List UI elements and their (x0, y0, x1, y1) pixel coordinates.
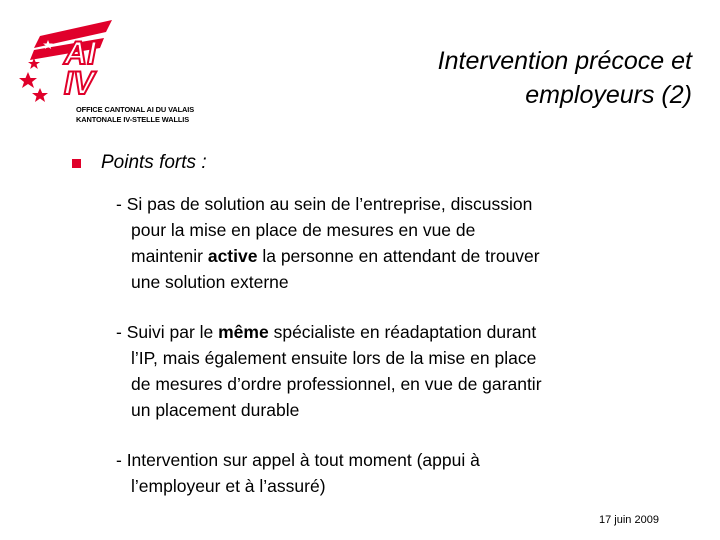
paragraph-line: l’IP, mais également ensuite lors de la mise en place (131, 348, 537, 368)
logo-line-2: KANTONALE IV-STELLE WALLIS (76, 115, 190, 124)
star-icon (19, 72, 37, 88)
line-text: - Suivi par le (116, 322, 219, 342)
paragraph-2 (116, 319, 676, 423)
paragraph-1 (116, 191, 676, 295)
paragraph-line: une solution externe (131, 272, 289, 292)
paragraph-line (116, 243, 676, 269)
line-text: la personne en attendant de trouver (257, 246, 540, 266)
paragraph-line: - Intervention sur appel à tout moment (appui à (116, 450, 480, 470)
paragraph-line: l’employeur et à l’assuré) (131, 476, 326, 496)
paragraph-line: un placement durable (131, 400, 300, 420)
paragraph-line: pour la mise en place de mesures en vue de (131, 220, 476, 240)
star-icon (32, 88, 48, 102)
section-heading (72, 152, 207, 174)
logo-line-1: OFFICE CANTONAL AI DU VALAIS (76, 105, 195, 114)
line-text: maintenir (131, 246, 208, 266)
emphasis-text: active (207, 246, 258, 266)
line-text: spécialiste en réadaptation durant (268, 322, 537, 342)
paragraph-line: - Si pas de solution au sein de l’entreprise, discussion (116, 194, 533, 214)
paragraph-line (116, 319, 676, 345)
paragraph-3 (116, 447, 676, 499)
svg-text:AI: AI (64, 35, 96, 71)
title-line-2: employeurs (2) (525, 81, 692, 109)
emphasis-text: même (218, 322, 269, 342)
footer-date: 17 juin 2009 (599, 514, 659, 526)
paragraph-line: de mesures d’ordre professionnel, en vue de garantir (131, 374, 542, 394)
star-icon (28, 58, 40, 69)
logo-caption (76, 105, 216, 125)
ai-valais-logo (14, 14, 204, 124)
square-bullet-icon (72, 159, 81, 168)
svg-text:IV: IV (64, 65, 95, 101)
section-label: Points forts : (101, 152, 207, 173)
slide-title (272, 44, 692, 112)
title-line-1: Intervention précoce et (437, 47, 692, 75)
